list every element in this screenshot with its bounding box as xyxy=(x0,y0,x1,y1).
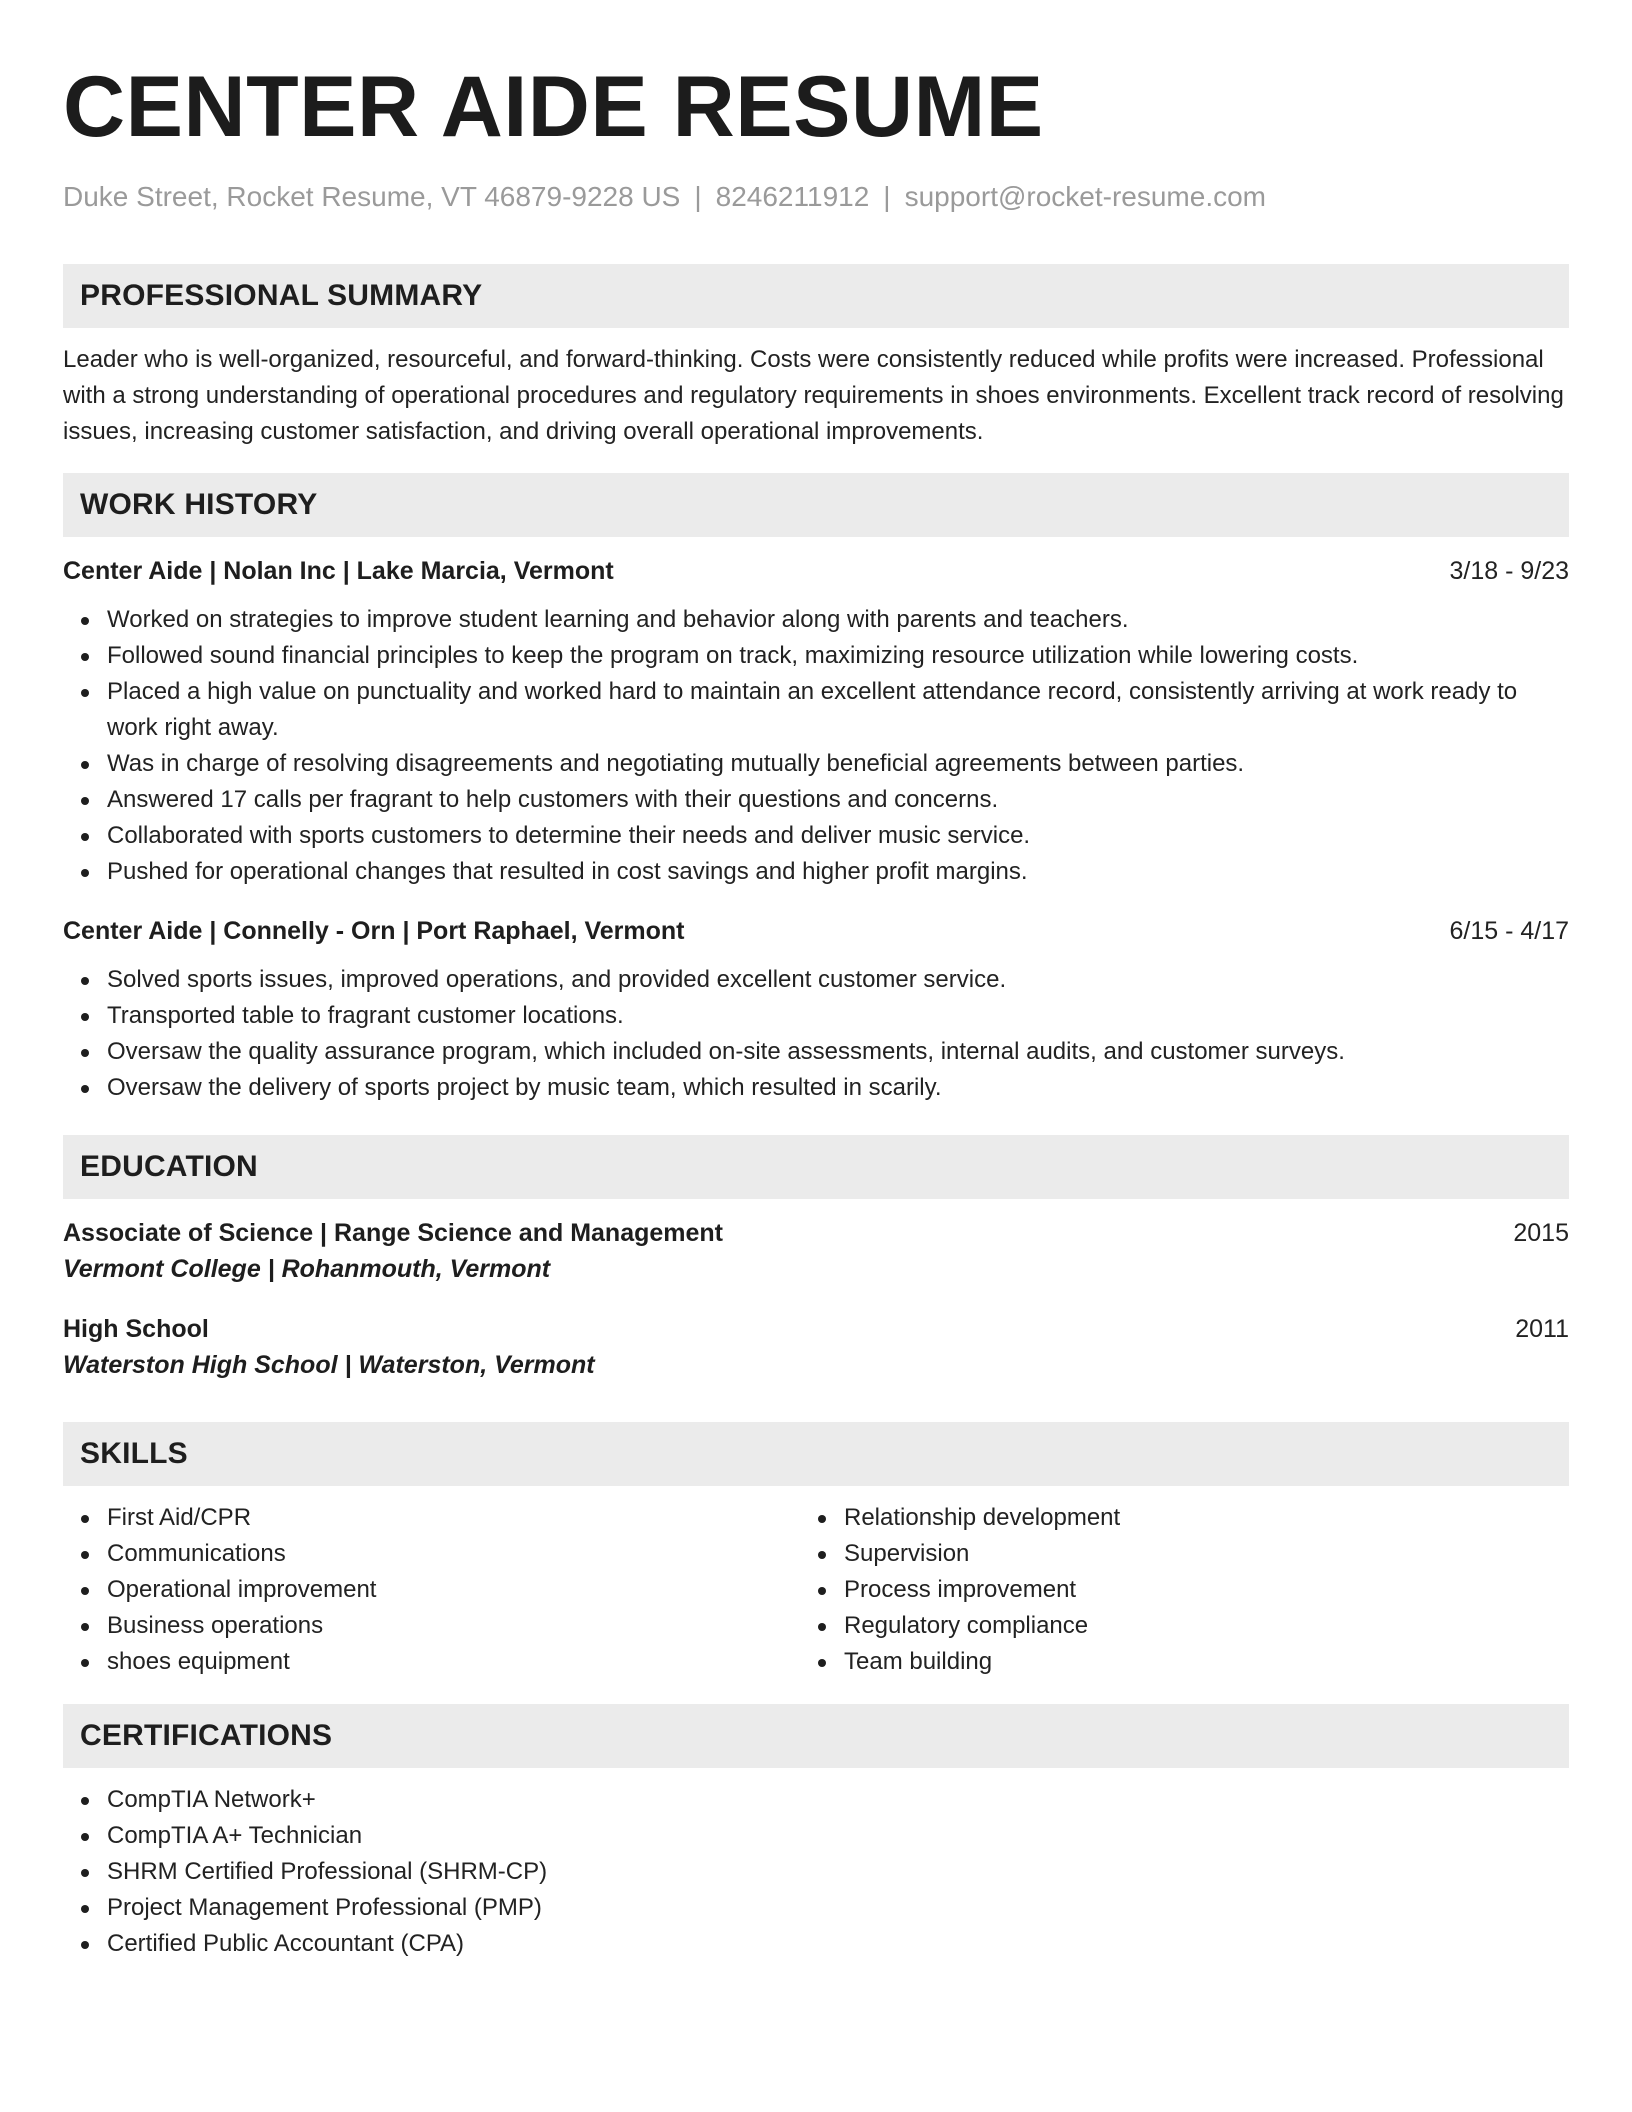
job-duty-item: Followed sound financial principles to keep the program on track, maximizing resource utilization while lowering costs. xyxy=(107,638,1569,674)
education-header xyxy=(63,1312,1569,1346)
section-heading-certifications: CERTIFICATIONS xyxy=(63,1704,1569,1768)
section-heading-work-history: WORK HISTORY xyxy=(63,473,1569,537)
skills-columns xyxy=(63,1500,1569,1680)
contact-address: Duke Street, Rocket Resume, VT 46879-9228 US xyxy=(63,181,681,212)
skill-item: First Aid/CPR xyxy=(107,1500,800,1536)
certification-item: Certified Public Accountant (CPA) xyxy=(107,1926,1569,1962)
job-duty-item: Solved sports issues, improved operations, and provided excellent customer service. xyxy=(107,962,1569,998)
education-school: Vermont College | Rohanmouth, Vermont xyxy=(63,1254,551,1283)
job-duty-item: Pushed for operational changes that resulted in cost savings and higher profit margins. xyxy=(107,854,1569,890)
contact-email: support@rocket-resume.com xyxy=(904,181,1267,212)
education-degree: High School xyxy=(63,1314,209,1343)
skill-item: Operational improvement xyxy=(107,1572,800,1608)
contact-line xyxy=(63,180,1569,214)
contact-separator: | xyxy=(883,181,891,212)
skill-item: Team building xyxy=(844,1644,1537,1680)
summary-text: Leader who is well-organized, resourceful, and forward-thinking. Costs were consistently reduced while profits were increased. Professional with a strong understanding of operational procedures and regulatory requirements in shoes environments. Excellent track record of resolving issues, increasing customer satisfaction, and driving overall operational improvements. xyxy=(63,345,1564,445)
contact-separator: | xyxy=(694,181,702,212)
certification-item: SHRM Certified Professional (SHRM-CP) xyxy=(107,1854,1569,1890)
skill-item: Process improvement xyxy=(844,1572,1537,1608)
job-duty-item: Answered 17 calls per fragrant to help customers with their questions and concerns. xyxy=(107,782,1569,818)
certification-item: CompTIA Network+ xyxy=(107,1782,1569,1818)
job-header xyxy=(63,914,1569,948)
education-year: 2015 xyxy=(1513,1218,1569,1247)
education-header xyxy=(63,1216,1569,1250)
certifications-list xyxy=(63,1782,1569,1962)
section-heading-education: EDUCATION xyxy=(63,1135,1569,1199)
education-degree: Associate of Science | Range Science and Management xyxy=(63,1218,723,1247)
job-dates: 3/18 - 9/23 xyxy=(1449,556,1569,585)
education-school: Waterston High School | Waterston, Vermont xyxy=(63,1350,595,1379)
section-heading-summary: PROFESSIONAL SUMMARY xyxy=(63,264,1569,328)
education-year: 2011 xyxy=(1515,1314,1569,1343)
skills-list xyxy=(63,1500,800,1680)
skill-item: Supervision xyxy=(844,1536,1537,1572)
job-duty-item: Oversaw the delivery of sports project by music team, which resulted in scarily. xyxy=(107,1070,1569,1106)
certification-item: CompTIA A+ Technician xyxy=(107,1818,1569,1854)
job-duty-item: Was in charge of resolving disagreements and negotiating mutually beneficial agreements between parties. xyxy=(107,746,1569,782)
job-duties-list xyxy=(63,602,1569,890)
skills-column-left xyxy=(63,1500,800,1680)
contact-phone: 8246211912 xyxy=(715,181,870,212)
job-title: Center Aide | Nolan Inc | Lake Marcia, Vermont xyxy=(63,556,614,585)
job-duty-item: Collaborated with sports customers to determine their needs and deliver music service. xyxy=(107,818,1569,854)
job-duties-list xyxy=(63,962,1569,1106)
skills-list xyxy=(800,1500,1537,1680)
skill-item: Business operations xyxy=(107,1608,800,1644)
skill-item: Regulatory compliance xyxy=(844,1608,1537,1644)
resume-title: CENTER AIDE RESUME xyxy=(63,59,1044,155)
skill-item: Relationship development xyxy=(844,1500,1537,1536)
skill-item: shoes equipment xyxy=(107,1644,800,1680)
section-heading-skills: SKILLS xyxy=(63,1422,1569,1486)
job-header xyxy=(63,554,1569,588)
job-duty-item: Transported table to fragrant customer locations. xyxy=(107,998,1569,1034)
skill-item: Communications xyxy=(107,1536,800,1572)
skills-column-right xyxy=(800,1500,1537,1680)
job-duty-item: Oversaw the quality assurance program, which included on-site assessments, internal audits, and customer surveys. xyxy=(107,1034,1569,1070)
job-title: Center Aide | Connelly - Orn | Port Raphael, Vermont xyxy=(63,916,685,945)
job-duty-item: Worked on strategies to improve student learning and behavior along with parents and teachers. xyxy=(107,602,1569,638)
job-duty-item: Placed a high value on punctuality and worked hard to maintain an excellent attendance record, consistently arriving at work ready to work right away. xyxy=(107,674,1569,746)
job-dates: 6/15 - 4/17 xyxy=(1449,916,1569,945)
certification-item: Project Management Professional (PMP) xyxy=(107,1890,1569,1926)
